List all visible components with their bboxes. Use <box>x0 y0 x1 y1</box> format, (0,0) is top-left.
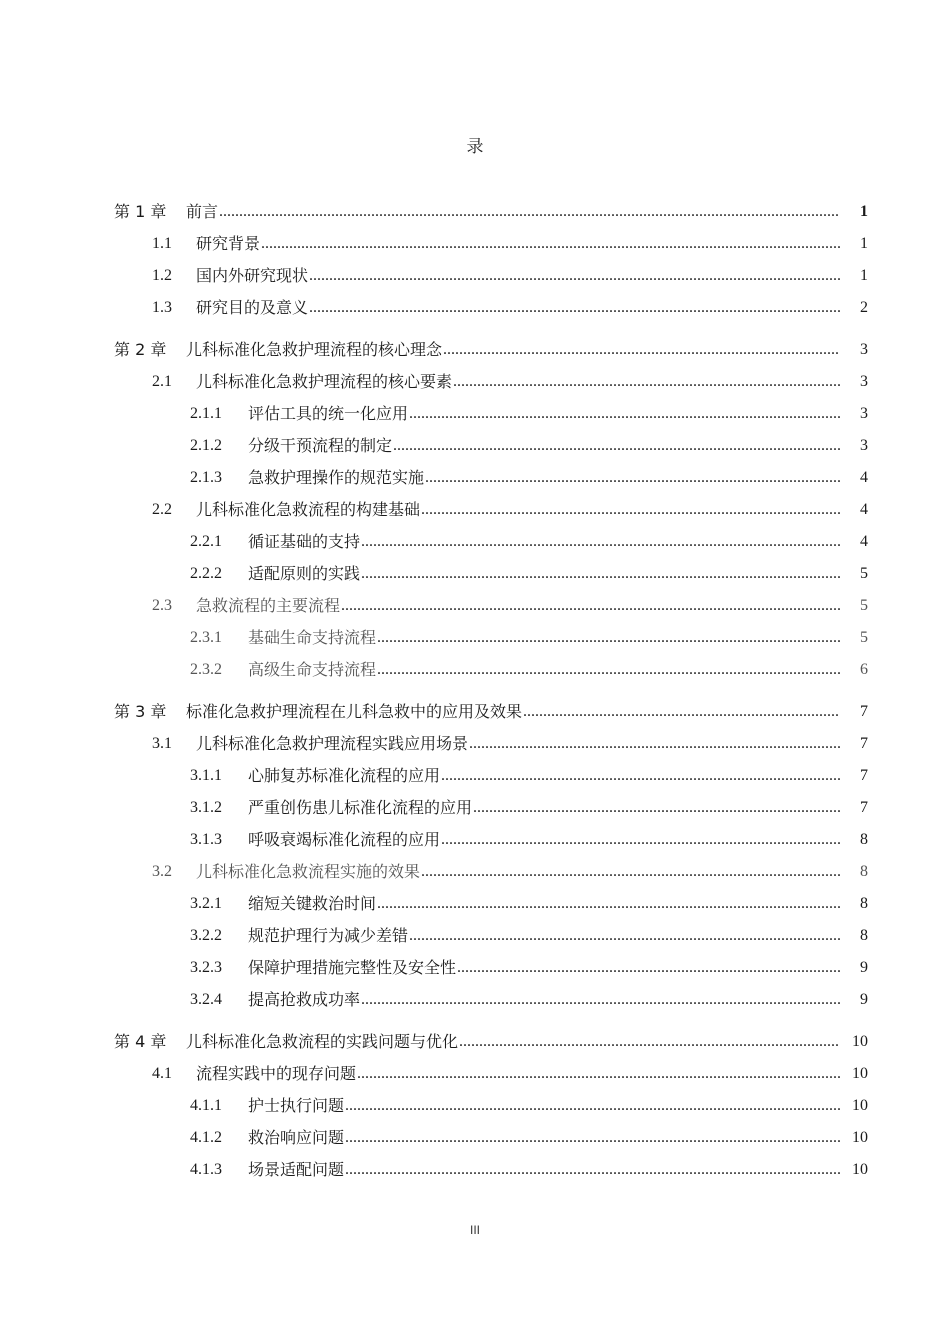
toc-entry-page: 10 <box>852 1065 868 1082</box>
toc-entry[interactable] <box>0 1124 868 1148</box>
dot-leader <box>377 894 840 914</box>
toc-entry-label: 评估工具的统一化应用 <box>248 404 409 423</box>
toc-entry-number: 3.2 <box>152 863 172 880</box>
toc-entry[interactable] <box>0 624 868 648</box>
toc-entry-label: 研究背景 <box>196 234 261 253</box>
toc-entry-number: 2.2.1 <box>190 533 222 550</box>
toc-entry-label: 儿科标准化急救护理流程的核心理念 <box>186 340 443 359</box>
dot-leader <box>409 926 840 946</box>
toc-entry[interactable] <box>0 826 868 850</box>
toc-entry-label: 儿科标准化急救流程实施的效果 <box>196 862 421 881</box>
toc-entry[interactable] <box>0 986 868 1010</box>
dot-leader <box>469 734 840 754</box>
toc-entry-number: 2.1 <box>152 373 172 390</box>
toc-entry[interactable] <box>0 730 868 754</box>
toc-entry-label: 缩短关键救治时间 <box>248 894 377 913</box>
toc-entry-page: 4 <box>860 469 868 486</box>
toc-entry-page: 3 <box>860 405 868 422</box>
toc-entry[interactable] <box>0 560 868 584</box>
dot-leader <box>393 436 840 456</box>
dot-leader <box>341 596 840 616</box>
toc-entry[interactable] <box>0 1028 868 1052</box>
toc-entry-number: 第 1 章 <box>114 202 167 221</box>
toc-entry-label: 儿科标准化急救护理流程实践应用场景 <box>196 734 469 753</box>
toc-entry-page: 1 <box>860 267 868 284</box>
toc-entry-number: 3.2.1 <box>190 895 222 912</box>
toc-entry[interactable] <box>0 496 868 520</box>
toc-entry-page: 1 <box>860 203 868 220</box>
dot-leader <box>345 1160 840 1180</box>
toc-entry-page: 9 <box>860 959 868 976</box>
toc-entry[interactable] <box>0 336 868 360</box>
dot-leader <box>459 1032 840 1052</box>
toc-entry-number: 1.2 <box>152 267 172 284</box>
toc-entry-label: 保障护理措施完整性及安全性 <box>248 958 457 977</box>
toc-entry-label: 儿科标准化急救护理流程的核心要素 <box>196 372 453 391</box>
toc-entry-page: 10 <box>852 1129 868 1146</box>
toc-title: 录 <box>466 137 484 157</box>
toc-entry-page: 3 <box>860 373 868 390</box>
page-number: III <box>469 1223 480 1237</box>
toc-entry[interactable] <box>0 1060 868 1084</box>
toc-entry-label: 场景适配问题 <box>248 1160 345 1179</box>
toc-entry-page: 7 <box>860 767 868 784</box>
toc-entry-number: 4.1 <box>152 1065 172 1082</box>
toc-entry-label: 规范护理行为减少差错 <box>248 926 409 945</box>
toc-entry-label: 心肺复苏标准化流程的应用 <box>248 766 441 785</box>
toc-entry-number: 1.1 <box>152 235 172 252</box>
dot-leader <box>453 372 840 392</box>
toc-entry-number: 4.1.1 <box>190 1097 222 1114</box>
toc-entry-page: 7 <box>860 799 868 816</box>
toc-entry-number: 3.1 <box>152 735 172 752</box>
toc-entry-label: 提高抢救成功率 <box>248 990 361 1009</box>
toc-entry[interactable] <box>0 922 868 946</box>
toc-entry[interactable] <box>0 198 868 222</box>
toc-entry-number: 2.3.1 <box>190 629 222 646</box>
dot-leader <box>361 990 840 1010</box>
dot-leader <box>523 702 840 722</box>
toc-entry-label: 前言 <box>186 202 219 221</box>
dot-leader <box>361 564 840 584</box>
toc-entry-page: 10 <box>852 1161 868 1178</box>
toc-entry-page: 4 <box>860 501 868 518</box>
toc-entry-page: 1 <box>860 235 868 252</box>
toc-entry-page: 8 <box>860 895 868 912</box>
toc-entry-label: 急救流程的主要流程 <box>196 596 341 615</box>
dot-leader <box>261 234 840 254</box>
toc-entry-page: 5 <box>860 597 868 614</box>
toc-entry-number: 4.1.3 <box>190 1161 222 1178</box>
dot-leader <box>377 628 840 648</box>
toc-entry-page: 7 <box>860 703 868 720</box>
toc-entry[interactable] <box>0 794 868 818</box>
toc-entry-label: 护士执行问题 <box>248 1096 345 1115</box>
dot-leader <box>377 660 840 680</box>
dot-leader <box>425 468 840 488</box>
dot-leader <box>421 862 840 882</box>
toc-entry-page: 5 <box>860 629 868 646</box>
toc-entry[interactable] <box>0 230 868 254</box>
toc-entry-page: 6 <box>860 661 868 678</box>
toc-entry-page: 7 <box>860 735 868 752</box>
toc-entry-label: 救治响应问题 <box>248 1128 345 1147</box>
toc-entry-number: 2.2.2 <box>190 565 222 582</box>
toc-entry-page: 10 <box>852 1033 868 1050</box>
toc-entry-label: 急救护理操作的规范实施 <box>248 468 425 487</box>
toc-entry-number: 1.3 <box>152 299 172 316</box>
toc-entry-number: 3.1.1 <box>190 767 222 784</box>
toc-entry-number: 2.2 <box>152 501 172 518</box>
dot-leader <box>441 830 840 850</box>
dot-leader <box>345 1096 840 1116</box>
toc-entry[interactable] <box>0 592 868 616</box>
toc-entry-number: 4.1.2 <box>190 1129 222 1146</box>
dot-leader <box>361 532 840 552</box>
toc-entry[interactable] <box>0 400 868 424</box>
toc-entry-number: 2.1.3 <box>190 469 222 486</box>
toc-entry-page: 5 <box>860 565 868 582</box>
toc-entry-page: 8 <box>860 863 868 880</box>
toc-entry-number: 3.1.3 <box>190 831 222 848</box>
toc-entry-label: 国内外研究现状 <box>196 266 309 285</box>
toc-entry-page: 8 <box>860 831 868 848</box>
toc-entry-number: 2.3.2 <box>190 661 222 678</box>
toc-entry-label: 儿科标准化急救流程的实践问题与优化 <box>186 1032 459 1051</box>
dot-leader <box>473 798 840 818</box>
toc-entry-number: 3.2.3 <box>190 959 222 976</box>
toc-entry[interactable] <box>0 368 868 392</box>
toc-entry[interactable] <box>0 954 868 978</box>
toc-entry-label: 标准化急救护理流程在儿科急救中的应用及效果 <box>186 702 523 721</box>
toc-entry-page: 3 <box>860 341 868 358</box>
toc-entry[interactable] <box>0 698 868 722</box>
dot-leader <box>421 500 840 520</box>
toc-entry-number: 第 4 章 <box>114 1032 167 1051</box>
dot-leader <box>309 266 840 286</box>
toc-entry-number: 3.2.4 <box>190 991 222 1008</box>
toc-entry-page: 2 <box>860 299 868 316</box>
toc-entry-label: 适配原则的实践 <box>248 564 361 583</box>
toc-entry-label: 高级生命支持流程 <box>248 660 377 679</box>
toc-entry-page: 9 <box>860 991 868 1008</box>
toc-entry-label: 循证基础的支持 <box>248 532 361 551</box>
toc-entry-number: 2.1.2 <box>190 437 222 454</box>
toc-entry[interactable] <box>0 1156 868 1180</box>
toc-entry-label: 流程实践中的现存问题 <box>196 1064 357 1083</box>
toc-entry[interactable] <box>0 294 868 318</box>
toc-entry-page: 8 <box>860 927 868 944</box>
toc-entry-page: 3 <box>860 437 868 454</box>
toc-entry[interactable] <box>0 858 868 882</box>
toc-entry-label: 呼吸衰竭标准化流程的应用 <box>248 830 441 849</box>
dot-leader <box>441 766 840 786</box>
toc-entry[interactable] <box>0 432 868 456</box>
dot-leader <box>309 298 840 318</box>
toc-entry-label: 基础生命支持流程 <box>248 628 377 647</box>
toc-entry[interactable] <box>0 1092 868 1116</box>
dot-leader <box>219 202 840 222</box>
toc-entry[interactable] <box>0 656 868 680</box>
dot-leader <box>409 404 840 424</box>
dot-leader <box>443 340 840 360</box>
toc-entry-label: 研究目的及意义 <box>196 298 309 317</box>
dot-leader <box>345 1128 840 1148</box>
toc-entry-label: 严重创伤患儿标准化流程的应用 <box>248 798 473 817</box>
toc-entry[interactable] <box>0 464 868 488</box>
toc-entry-number: 3.1.2 <box>190 799 222 816</box>
toc-entry[interactable] <box>0 528 868 552</box>
dot-leader <box>457 958 840 978</box>
toc-entry[interactable] <box>0 262 868 286</box>
toc-entry-page: 4 <box>860 533 868 550</box>
toc-entry-number: 3.2.2 <box>190 927 222 944</box>
toc-entry-number: 第 3 章 <box>114 702 167 721</box>
toc-entry-label: 分级干预流程的制定 <box>248 436 393 455</box>
toc-entry-page: 10 <box>852 1097 868 1114</box>
toc-entry-number: 2.3 <box>152 597 172 614</box>
toc-entry-label: 儿科标准化急救流程的构建基础 <box>196 500 421 519</box>
toc-entry[interactable] <box>0 890 868 914</box>
toc-entry-number: 第 2 章 <box>114 340 167 359</box>
toc-entry[interactable] <box>0 762 868 786</box>
toc-entry-number: 2.1.1 <box>190 405 222 422</box>
dot-leader <box>357 1064 840 1084</box>
